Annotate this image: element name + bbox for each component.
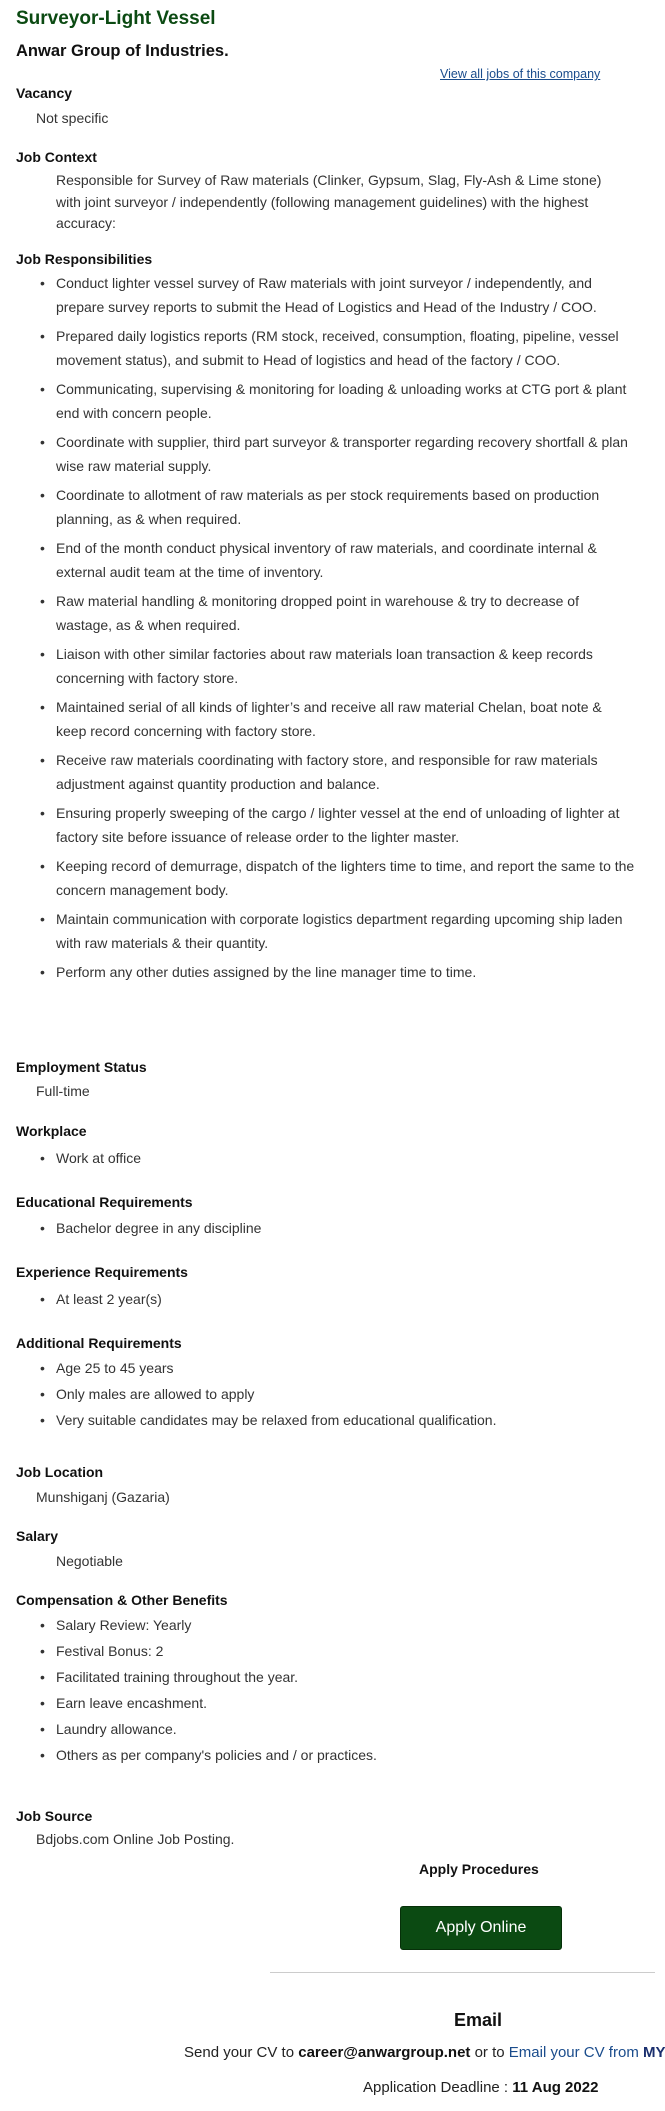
view-all-jobs-link[interactable]: View all jobs of this company [440, 67, 601, 81]
list-item: • Maintained serial of all kinds of lighter’s and receive all raw material Chelan, boat note & keep record concerning with factory store. [56, 696, 636, 743]
job-source-heading: Job Source [16, 1808, 93, 1824]
list-item: • Festival Bonus: 2 [56, 1641, 636, 1661]
list-item: • Others as per company's policies and / or practices. [56, 1745, 636, 1765]
list-item: • Earn leave encashment. [56, 1693, 636, 1713]
vacancy-value: Not specific [36, 110, 109, 126]
education-heading: Educational Requirements [16, 1194, 193, 1210]
job-title: Surveyor-Light Vessel [16, 8, 216, 29]
list-item: • Raw material handling & monitoring dropped point in warehouse & try to decrease of wastage, as & when required. [56, 590, 636, 637]
list-item: • Only males are allowed to apply [56, 1384, 636, 1404]
workplace-list [36, 1148, 636, 1174]
list-item: • End of the month conduct physical inventory of raw materials, and coordinate internal & external audit team at the time of inventory. [56, 537, 636, 584]
list-item: • Maintain communication with corporate logistics department regarding upcoming ship laden with raw materials & their quantity. [56, 908, 636, 955]
list-item: • Laundry allowance. [56, 1719, 636, 1739]
employment-status-heading: Employment Status [16, 1059, 147, 1075]
list-item: • Prepared daily logistics reports (RM stock, received, consumption, floating, pipeline, vessel movement status), and submit to Head of logistics and head of the factory / COO. [56, 325, 636, 372]
list-item: • Ensuring properly sweeping of the cargo / lighter vessel at the end of unloading of lighter at factory site before issuance of release order to the lighter master. [56, 802, 636, 849]
job-location-heading: Job Location [16, 1464, 104, 1480]
experience-heading: Experience Requirements [16, 1264, 188, 1280]
additional-requirements-heading: Additional Requirements [16, 1335, 182, 1351]
deadline-value: 11 Aug 2022 [512, 2079, 599, 2096]
company-email[interactable]: career@anwargroup.net [298, 2044, 471, 2061]
list-item: • Coordinate with supplier, third part surveyor & transporter regarding recovery shortfall & plan wise raw material supply. [56, 431, 636, 478]
list-item: • Facilitated training throughout the year. [56, 1667, 636, 1687]
divider [270, 1972, 655, 1973]
experience-list [36, 1289, 636, 1315]
list-item: • Salary Review: Yearly [56, 1615, 636, 1635]
salary-value: Negotiable [56, 1553, 123, 1569]
benefits-heading: Compensation & Other Benefits [16, 1592, 228, 1608]
email-heading: Email [454, 2010, 503, 2030]
send-prefix: Send your CV to [184, 2044, 295, 2061]
list-item: • At least 2 year(s) [56, 1289, 636, 1309]
additional-requirements-list [36, 1358, 636, 1436]
email-instructions [184, 2044, 665, 2061]
list-item: • Conduct lighter vessel survey of Raw materials with joint surveyor / independently, and prepare survey reports to submit the Head of Logistics and Head of the Industry / COO. [56, 272, 636, 319]
job-responsibilities-heading: Job Responsibilities [16, 251, 153, 267]
apply-online-button[interactable]: Apply Online [400, 1906, 562, 1950]
list-item: • Liaison with other similar factories about raw materials loan transaction & keep records concerning with factory store. [56, 643, 636, 690]
list-item: • Keeping record of demurrage, dispatch of the lighters time to time, and report the same to the concern management body. [56, 855, 636, 902]
job-source-value: Bdjobs.com Online Job Posting. [36, 1831, 235, 1847]
list-item: • Work at office [56, 1148, 636, 1168]
list-item: • Receive raw materials coordinating with factory store, and responsible for raw materials adjustment against quantity production and balance. [56, 749, 636, 796]
list-item: • Coordinate to allotment of raw materials as per stock requirements based on production planning, as & when required. [56, 484, 636, 531]
deadline-label: Application Deadline : [363, 2079, 509, 2096]
job-location-value: Munshiganj (Gazaria) [36, 1489, 170, 1505]
list-item: • Communicating, supervising & monitoring for loading & unloading works at CTG port & plant end with concern people. [56, 378, 636, 425]
benefits-list [36, 1615, 636, 1771]
workplace-heading: Workplace [16, 1123, 87, 1139]
list-item: • Age 25 to 45 years [56, 1358, 636, 1378]
salary-heading: Salary [16, 1528, 59, 1544]
apply-procedures-heading: Apply Procedures [419, 1861, 539, 1877]
company-name: Anwar Group of Industries. [16, 42, 229, 60]
email-cv-link[interactable]: Email your CV from [508, 2044, 639, 2061]
application-deadline [363, 2079, 598, 2096]
list-item: • Bachelor degree in any discipline [56, 1218, 636, 1238]
education-list [36, 1218, 636, 1244]
job-context-text: Responsible for Survey of Raw materials (Clinker, Gypsum, Slag, Fly-Ash & Lime stone) with joint surveyor / independently (following management guidelines) with the highest accuracy: [56, 172, 602, 231]
responsibilities-list [36, 272, 636, 991]
job-context-heading: Job Context [16, 149, 97, 165]
my-bdjobs-link[interactable]: MY [642, 2044, 665, 2061]
list-item: • Perform any other duties assigned by the line manager time to time. [56, 961, 636, 985]
employment-status-value: Full-time [36, 1083, 90, 1099]
vacancy-heading: Vacancy [16, 85, 73, 101]
list-item: • Very suitable candidates may be relaxed from educational qualification. [56, 1410, 636, 1430]
or-text: or to [474, 2044, 505, 2061]
